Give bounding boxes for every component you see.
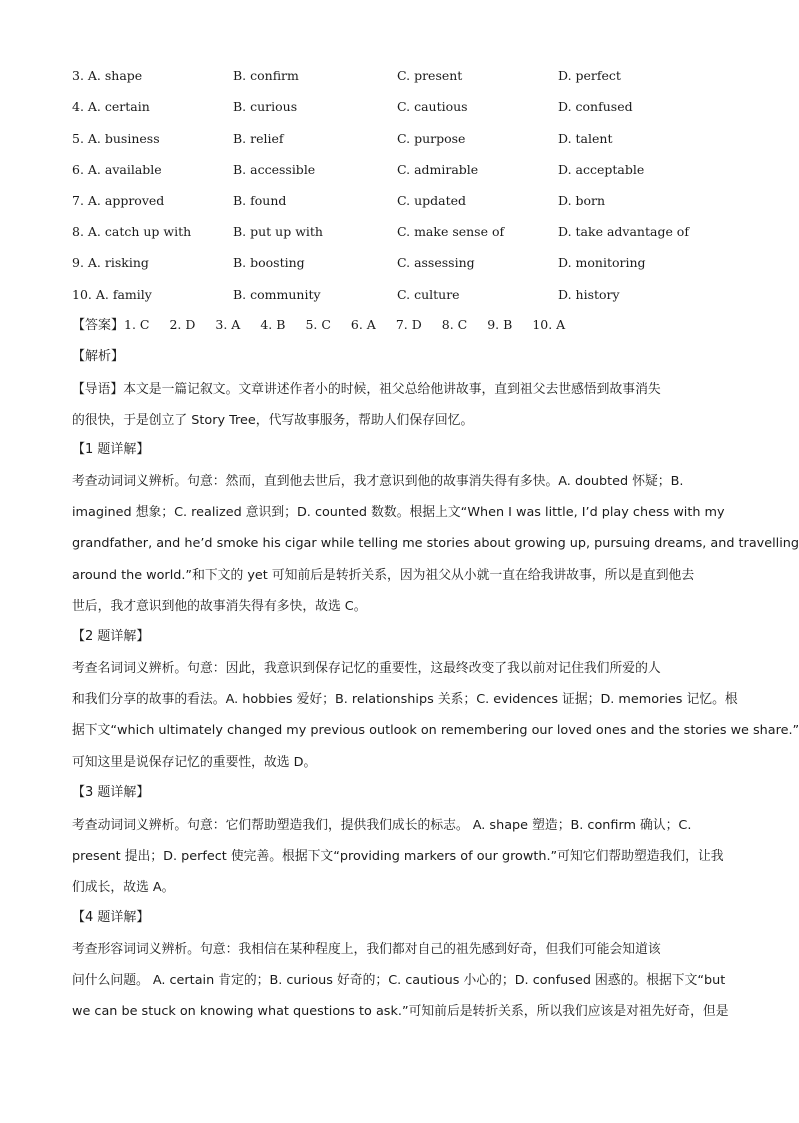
- option-d: D. perfect: [558, 68, 621, 83]
- answer-item: 6. A: [350, 317, 376, 332]
- option-d: D. take advantage of: [558, 224, 689, 239]
- section-heading-3: 【3 题详解】: [72, 785, 150, 800]
- text-line: grandfather, and he’d smoke his cigar while telling me stories about growing up, pursuing dreams, and travelling: [72, 536, 799, 552]
- analysis-heading: 【解析】: [72, 349, 125, 364]
- option-c: C. culture: [397, 287, 460, 302]
- option-c: C. present: [397, 68, 463, 83]
- text-line: 【导语】本文是一篇记叙文。文章讲述作者小的时候，祖父总给他讲故事，直到祖父去世感悟到故事消失: [72, 382, 661, 397]
- text-line: we can be stuck on knowing what questions to ask.”可知前后是转折关系，所以我们应该是对祖先好奇，但是: [72, 1004, 729, 1020]
- answer-item: 5. C: [305, 317, 331, 332]
- text-line: around the world.”和下文的 yet 可知前后是转折关系，因为祖父从小就一直在给我讲故事，所以是直到他去: [72, 567, 695, 583]
- text-line: 考查形容词词义辨析。句意：我相信在某种程度上，我们都对自己的祖先感到好奇，但我们可能会知道该: [72, 942, 661, 957]
- answer-key: [72, 315, 585, 336]
- option-a: 7. A. approved: [72, 193, 165, 208]
- option-d: D. monitoring: [558, 255, 646, 270]
- answer-item: 2. D: [169, 317, 196, 332]
- option-c: C. updated: [397, 193, 466, 208]
- text-line: 考查动词词义辨析。句意：它们帮助塑造我们，提供我们成长的标志。 A. shape 塑造；B. confirm 确认；C.: [72, 818, 692, 833]
- option-d: D. talent: [558, 131, 613, 146]
- option-c: C. cautious: [397, 99, 468, 114]
- section-heading-4: 【4 题详解】: [72, 910, 150, 925]
- answer-item: 10. A: [532, 317, 566, 332]
- option-b: B. curious: [233, 99, 298, 114]
- option-a: 6. A. available: [72, 162, 162, 177]
- text-line: 世后，我才意识到他的故事消失得有多快，故选 C。: [72, 598, 367, 614]
- option-b: B. confirm: [233, 68, 299, 83]
- section-heading-1: 【1 题详解】: [72, 442, 150, 457]
- option-d: D. confused: [558, 99, 633, 114]
- section-heading-2: 【2 题详解】: [72, 629, 150, 644]
- option-c: C. admirable: [397, 162, 479, 177]
- option-d: D. history: [558, 287, 620, 302]
- answer-label: 【答案】: [72, 318, 125, 333]
- option-b: B. relief: [233, 131, 284, 146]
- text-line: 考查名词词义辨析。句意：因此，我意识到保存记忆的重要性，这最终改变了我以前对记住我们所爱的人: [72, 661, 661, 676]
- option-a: 5. A. business: [72, 131, 160, 146]
- option-c: C. assessing: [397, 255, 475, 270]
- intro-paragraph: [72, 374, 724, 436]
- section-body-4: [72, 934, 729, 1028]
- option-a: 4. A. certain: [72, 99, 150, 114]
- text-line: imagined 想象；C. realized 意识到；D. counted 数数。根据上文“When I was little, I’d play chess with my: [72, 505, 725, 521]
- answer-item: 1. C: [124, 317, 150, 332]
- answer-item: 7. D: [395, 317, 422, 332]
- option-b: B. put up with: [233, 224, 323, 239]
- option-a: 10. A. family: [72, 287, 152, 302]
- option-b: B. community: [233, 287, 321, 302]
- option-b: B. found: [233, 193, 287, 208]
- option-a: 8. A. catch up with: [72, 224, 192, 239]
- option-c: C. make sense of: [397, 224, 505, 239]
- option-b: B. accessible: [233, 162, 316, 177]
- text-line: 们成长，故选 A。: [72, 880, 175, 896]
- section-body-1: [72, 466, 799, 622]
- answer-item: 8. C: [441, 317, 468, 332]
- text-line: 考查动词词义辨析。句意：然而，直到他去世后，我才意识到他的故事消失得有多快。A. doubted 怀疑；B.: [72, 474, 684, 489]
- text-line: 据下文“which ultimately changed my previous outlook on remembering our loved ones and the stories we share.”: [72, 723, 799, 739]
- text-line: 的很快，于是创立了 Story Tree，代写故事服务，帮助人们保存回忆。: [72, 413, 474, 429]
- option-d: D. acceptable: [558, 162, 645, 177]
- answer-item: 3. A: [215, 317, 241, 332]
- answer-item: 9. B: [487, 317, 513, 332]
- text-line: 问什么问题。 A. certain 肯定的；B. curious 好奇的；C. cautious 小心的；D. confused 困惑的。根据下文“but: [72, 973, 726, 989]
- option-d: D. born: [558, 193, 606, 208]
- option-b: B. boosting: [233, 255, 305, 270]
- option-a: 3. A. shape: [72, 68, 143, 83]
- section-body-3: [72, 810, 724, 904]
- answer-item: 4. B: [260, 317, 286, 332]
- option-c: C. purpose: [397, 131, 466, 146]
- text-line: 可知这里是说保存记忆的重要性，故选 D。: [72, 754, 317, 770]
- option-a: 9. A. risking: [72, 255, 149, 270]
- text-line: present 提出；D. perfect 使完善。根据下文“providing markers of our growth.”可知它们帮助塑造我们，让我: [72, 849, 724, 865]
- section-body-2: [72, 653, 799, 778]
- text-line: 和我们分享的故事的看法。A. hobbies 爱好；B. relationships 关系；C. evidences 证据；D. memories 记忆。根: [72, 692, 738, 708]
